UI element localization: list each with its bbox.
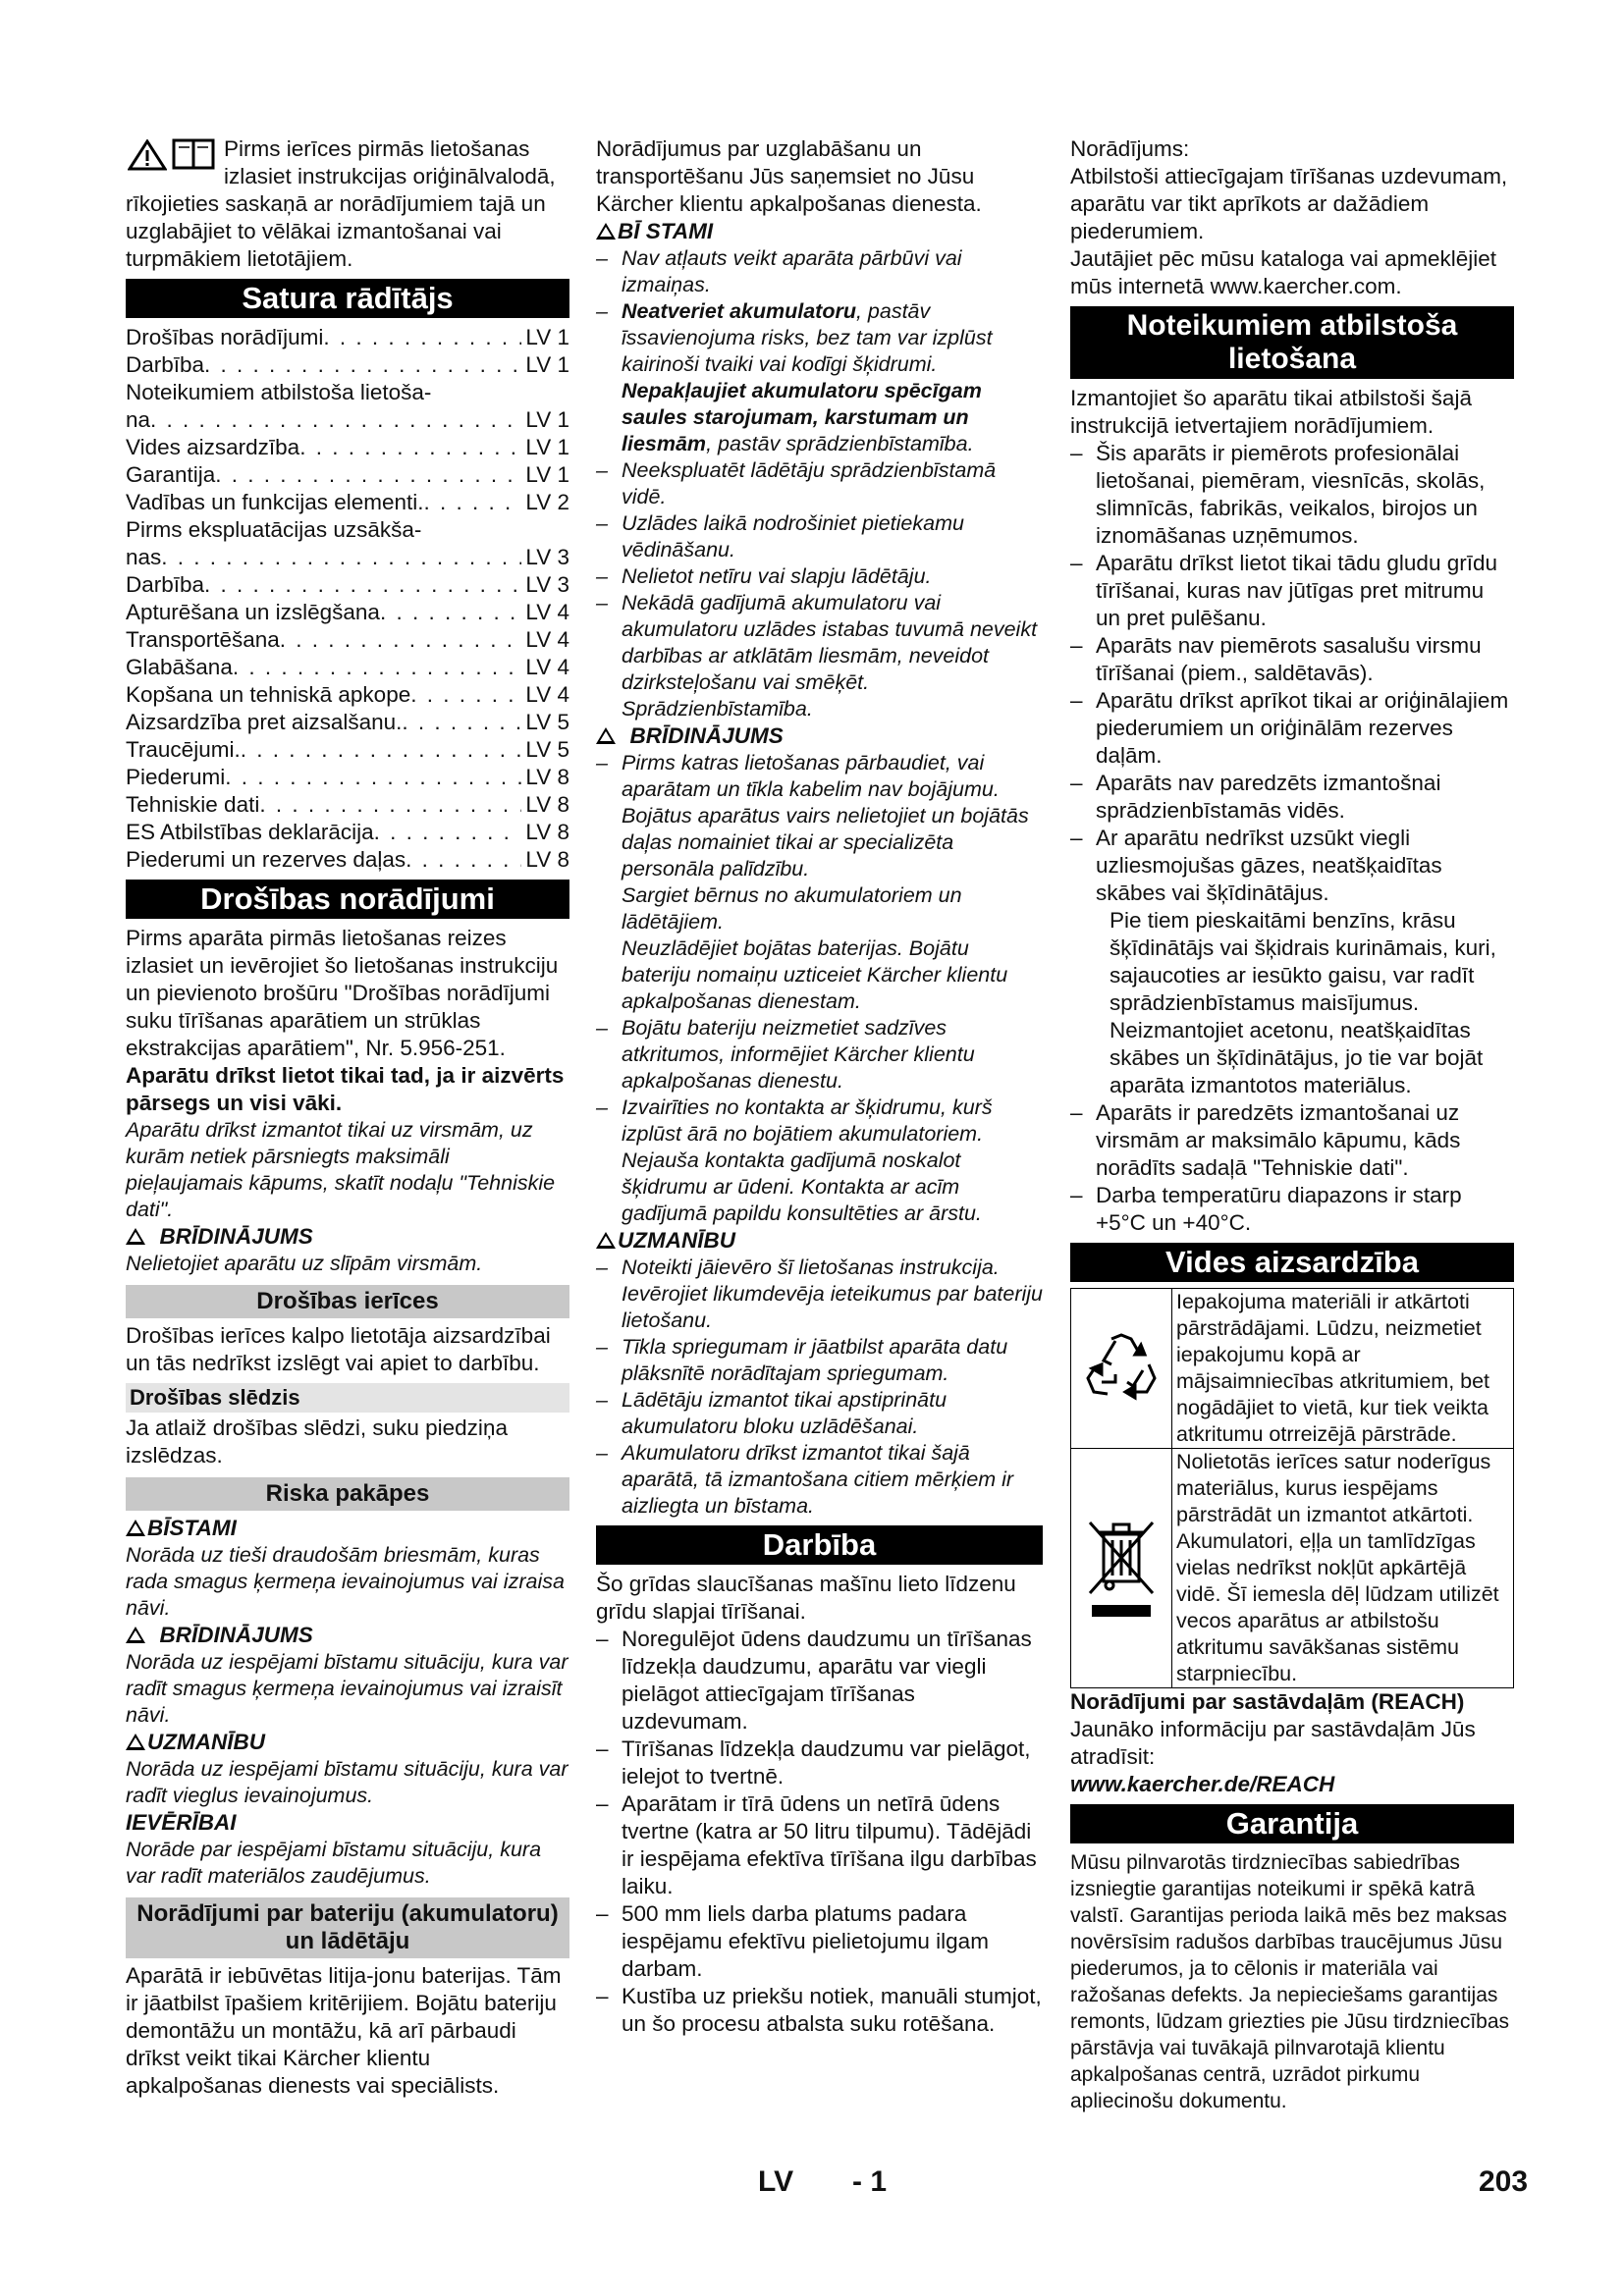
toc-dots <box>323 324 521 351</box>
toc-dots <box>204 571 521 599</box>
toc-entry <box>126 599 569 626</box>
operation-text: Šo grīdas slaucīšanas mašīnu lieto līdzenu grīdu slapjai tīrīšanai. <box>596 1572 1016 1624</box>
warning-triangle-icon <box>126 1520 145 1536</box>
list-item-body: Uzlādes laikā nodrošiniet pietiekamu vēdināšanu. <box>622 511 964 561</box>
toc-entry-page: LV 8 <box>525 792 569 817</box>
list-item-text: Noteikti jāievēro šī lietošanas instrukcija. Ievērojiet likumdevēja ieteikumus par bateriju lietošanu. <box>622 1255 1044 1332</box>
list-item-body: , pastāv īssavienojuma risks, bez tam var izplūst kairinoši tvaiki vai kodīgi šķidrumi. <box>622 299 993 376</box>
toc-entry-title: Kopšana un tehniskā apkope <box>126 682 411 707</box>
toc-dots <box>380 599 521 626</box>
proper-use-title: Noteikumiem atbilstoša lietošana <box>1070 306 1514 379</box>
list-bullet: – <box>596 1095 608 1119</box>
list-bullet: – <box>1070 826 1083 850</box>
toc-entry-title: Tehniskie dati <box>126 792 260 817</box>
list-item <box>596 563 1043 590</box>
battery-title: Norādījumi par bateriju (akumulatoru) un lādētāju <box>126 1897 569 1958</box>
toc-entry <box>126 654 569 681</box>
list-bullet: – <box>1070 1100 1083 1125</box>
list-item-text <box>622 1095 1043 1227</box>
list-item <box>596 1334 1043 1387</box>
list-bullet: – <box>1070 441 1083 465</box>
crossed-bin-icon <box>1071 1449 1172 1687</box>
toc-entry-page: LV 1 <box>525 462 569 487</box>
list-bullet: – <box>596 1016 608 1040</box>
list-item-body: Neuzlādējiet bojātas baterijas. Bojātu bateriju nomaiņu uzticeiet Kärcher klientu apkalpošanas dienestam. <box>622 936 1008 1013</box>
list-bullet: – <box>596 511 608 535</box>
list-item-text: Aparātu drīkst lietot tikai tādu gludu grīdu tīrīšanai, kuras nav jūtīgas pret mitrumu un pret pulēšanu. <box>1096 551 1497 630</box>
list-item <box>596 1983 1043 2038</box>
toc-entry <box>126 351 569 379</box>
list-bullet <box>596 935 622 1015</box>
warning-book-icon <box>128 137 216 171</box>
toc-entry <box>126 819 569 846</box>
toc-entry <box>126 791 569 819</box>
toc-entry <box>126 681 569 709</box>
toc-dots <box>424 489 522 516</box>
list-item-note: Pie tiem pieskaitāmi benzīns, krāsu šķīdinātājs vai šķidrais kurināmais, kuri, sajaucoties ar iesūkto gaisu, var radīt sprādzienbīstamus maisījumus. Neizmantojiet acetonu, neatšķaidītas skābes un šķīdinātājus, jo tie var bojāt aparāta izmantotos materiālus. <box>1110 908 1496 1097</box>
reach-title: Norādījumi par sastāvdaļām (REACH) <box>1070 1689 1465 1714</box>
toc-entry <box>126 626 569 654</box>
list-item-text: Aparāts ir paredzēts izmantošanai uz virsmām ar maksimālo kāpumu, kāds norādīts sadaļā "Tehniskie dati". <box>1096 1100 1461 1180</box>
list-item <box>596 1626 1043 1735</box>
proper-use-list <box>1070 440 1514 1237</box>
warning-triangle-icon <box>126 1627 145 1643</box>
toc-entry-title: Vadības un funkcijas elementi. <box>126 490 424 514</box>
toc-dots <box>233 654 522 681</box>
list-item <box>596 510 1043 563</box>
list-item-body: Nelietot netīru vai slapju lādētāju. <box>622 564 932 588</box>
toc-entry-title: Darbība <box>126 352 205 377</box>
list-item <box>596 1015 1043 1095</box>
list-item <box>596 298 1043 378</box>
operation-list <box>596 1626 1043 2038</box>
toc-entry <box>126 846 569 874</box>
toc-dots <box>406 846 521 874</box>
list-item <box>596 1790 1043 1900</box>
toc-entry-page: LV 3 <box>525 572 569 597</box>
list-item-body: Sargiet bērnus no akumulatoriem un lādētājiem. <box>622 883 962 934</box>
toc-entry-page: LV 1 <box>525 352 569 377</box>
toc-entry-page: LV 8 <box>525 847 569 872</box>
list-bullet: – <box>596 564 608 588</box>
caution-label: UZMANĪBU <box>147 1730 265 1754</box>
list-item-text: Aparāts nav paredzēts izmantošnai sprādzienbīstamās vidēs. <box>1096 771 1441 823</box>
list-bullet: – <box>596 751 608 774</box>
toc-entry-title: na <box>126 407 151 432</box>
list-bullet: – <box>596 1901 609 1926</box>
toc-dots <box>241 736 522 764</box>
proper-use-text: Izmantojiet šo aparātu tikai atbilstoši šajā instrukcijā ietvertajiem norādījumiem. <box>1070 386 1472 438</box>
list-item-text: Tīrīšanas līdzekļa daudzumu var pielāgot, ielejot to tvertnē. <box>622 1736 1031 1789</box>
reach-text: Jaunāko informāciju par sastāvdaļām Jūs atradīsit: <box>1070 1717 1476 1769</box>
list-bullet: – <box>596 591 608 614</box>
list-item-body: Izvairīties no kontakta ar šķidrumu, kurš izplūst ārā no bojātiem akumulatoriem. Nejauša kontakta gadījumā noskalot šķidrumu ar ūdeni. Kontakta ar acīm gadījumā papildu konsultēties ar ārstu. <box>622 1095 993 1225</box>
danger-text: Norāda uz tieši draudošām briesmām, kuras rada smagus ķermeņa ievainojumus vai izraisa nāvi. <box>126 1543 565 1620</box>
switch-title: Drošības slēdzis <box>126 1383 569 1413</box>
toc-title: Satura rādītājs <box>126 279 569 318</box>
list-bullet: – <box>1070 1183 1083 1207</box>
list-item-text: Aparātam ir tīrā ūdens un netīrā ūdens tvertne (katra ar 50 litru tilpumu). Tādējādi ir iespējama efektīva tīrīšana ilgu darbības laiku. <box>622 1791 1037 1898</box>
list-item-text <box>622 298 1043 378</box>
note-text: Atbilstoši attiecīgajam tīrīšanas uzdevumam, aparātu var tikt aprīkots ar dažādiem piederumiem. <box>1070 164 1508 243</box>
warranty-title: Garantija <box>1070 1804 1514 1843</box>
warning-triangle-icon <box>126 1734 145 1750</box>
list-bullet: – <box>1070 633 1083 658</box>
list-bullet: – <box>596 1791 609 1816</box>
toc-entry <box>126 406 569 434</box>
list-item-body: Nekādā gadījumā akumulatoru vai akumulatoru uzlādes istabas tuvumā neveikt darbības ar atklātām liesmām, neveidot dzirksteļošanu vai smēķēt. Sprādzienbīstamība. <box>622 591 1038 721</box>
toc-entry-page: LV 4 <box>525 655 569 679</box>
toc-dots <box>215 461 521 489</box>
warning-triangle-icon <box>596 223 616 240</box>
disposal-box <box>1070 1449 1514 1688</box>
list-item-text: Tīkla spriegumam ir jāatbilst aparāta datu plāksnītē norādītajam spriegumam. <box>622 1335 1008 1385</box>
list-bullet <box>596 378 622 457</box>
toc-entry <box>126 709 569 736</box>
devices-text: Drošības ierīces kalpo lietotāja aizsardzībai un tās nedrīkst izslēgt vai apiet to darbību. <box>126 1323 551 1375</box>
list-item-body: Bojātu bateriju neizmetiet sadzīves atkritumos, informējiet Kärcher klientu apkalpošanas dienestu. <box>622 1016 975 1093</box>
toc-entry-title: Piederumi <box>126 765 226 789</box>
list-item-text: Lādētāju izmantot tikai apstiprinātu akumulatoru bloku uzlādēšanai. <box>622 1388 947 1438</box>
list-item-text <box>622 1015 1043 1095</box>
list-item-text: Ar aparātu nedrīkst uzsūkt viegli uzliesmojušas gāzes, neatšķaidītas skābes vai šķīdinātājus. <box>1096 826 1442 905</box>
danger-list <box>596 245 1043 722</box>
list-bullet: – <box>1070 688 1083 713</box>
toc-entry <box>126 324 569 351</box>
toc-entry-title: Vides aizsardzība <box>126 435 300 459</box>
list-item-text: Noregulējot ūdens daudzumu un tīrīšanas līdzekļa daudzumu, aparātu var viegli pielāgot attiecīgajam tīrīšanas uzdevumam. <box>622 1627 1032 1734</box>
list-item <box>596 1387 1043 1440</box>
list-item <box>596 590 1043 722</box>
storage-text: Norādījumus par uzglabāšanu un transportēšanu Jūs saņemsiet no Jūsu Kärcher klientu apkalpošanas dienesta. <box>596 136 982 216</box>
footer-page-number: 203 <box>1479 2165 1529 2198</box>
list-item-text <box>622 510 1043 563</box>
notice-label: IEVĒRĪBAI <box>126 1810 237 1835</box>
list-bullet: – <box>596 1984 609 2008</box>
list-bullet: – <box>596 1388 608 1412</box>
toc-entry-title: Darbība <box>126 572 205 597</box>
list-bullet: – <box>596 1627 609 1651</box>
toc-entry-title: Glabāšana <box>126 655 233 679</box>
safety-text: Pirms aparāta pirmās lietošanas reizes izlasiet un ievērojiet šo lietošanas instrukciju un pievienoto brošūru "Drošības norādījumi suku tīrīšanas aparātiem un strūklas ekstrakcijas aparātiem", Nr. 5.956-251. <box>126 926 559 1060</box>
switch-text: Ja atlaiž drošības slēdzi, suku piedziņa izslēdzas. <box>126 1415 508 1468</box>
list-item-bold: Neatveriet akumulatoru <box>622 299 856 323</box>
list-item <box>596 1440 1043 1520</box>
list-item-body: Neekspluatēt lādētāju sprādzienbīstamā vidē. <box>622 458 997 508</box>
toc-entry-page: LV 2 <box>525 490 569 514</box>
list-item <box>1070 770 1514 825</box>
caution-label: UZMANĪBU <box>618 1228 735 1253</box>
list-item-bold: Nepakļaujiet akumulatoru spēcīgam saules starojumam, karstumam un liesmām <box>622 379 982 455</box>
table-of-contents <box>126 324 569 874</box>
toc-entry-page: LV 1 <box>525 407 569 432</box>
toc-entry <box>126 489 569 516</box>
safety-bold: Aparātu drīkst lietot tikai tad, ja ir aizvērts pārsegs un visi vāki. <box>126 1063 565 1115</box>
footer-lang: LV <box>758 2165 794 2198</box>
toc-dots <box>161 544 521 571</box>
toc-entry <box>126 379 569 406</box>
list-item-text <box>622 882 1043 935</box>
warning-label: BRĪDINĀJUMS <box>159 1623 313 1647</box>
warranty-text: Mūsu pilnvarotās tirdzniecības sabiedrības izsniegtie garantijas noteikumi ir spēkā katrā valstī. Garantijas perioda laikā mēs bez maksas novērsīsim radušos darbības traucējumus Jūsu piederumos, ja to cēlonis ir materiāla vai ražošanas defekts. Ja nepieciešams garantijas remonts, lūdzam griezties pie Jūsu tirdzniecības pārstāvja vai tuvākajā pilnvarotajā klientu apkalpošanas centrā, uzrādot pirkumu apliecinošu dokumentu. <box>1070 1851 1510 2112</box>
note-title: Norādījums: <box>1070 136 1190 161</box>
list-item <box>596 378 1043 457</box>
list-item-text: Aparāts nav piemērots sasalušu virsmu tīrīšanai (piem., saldētavās). <box>1096 633 1482 685</box>
list-item-text: 500 mm liels darba platums padara iespējamu efektīvu pielietojumu ilgam darbam. <box>622 1901 989 1981</box>
list-item <box>596 245 1043 298</box>
caution-text: Norāda uz iespējami bīstamu situāciju, kura var radīt vieglus ievainojumus. <box>126 1757 568 1807</box>
list-item-text <box>622 563 1043 590</box>
toc-entry <box>126 571 569 599</box>
toc-entry-page: LV 3 <box>525 545 569 569</box>
notice-text: Norāde par iespējami bīstamu situāciju, kura var radīt materiālos zaudējumus. <box>126 1838 542 1888</box>
list-bullet: – <box>1070 771 1083 795</box>
toc-dots <box>280 626 522 654</box>
risk-title: Riska pakāpes <box>126 1477 569 1511</box>
warn1-label: BRĪDINĀJUMS <box>159 1224 313 1249</box>
toc-entry-title: Garantija <box>126 462 216 487</box>
column-1 <box>126 135 569 2100</box>
toc-entry <box>126 544 569 571</box>
column-3 <box>1070 135 1514 2114</box>
warn-label: BRĪDINĀJUMS <box>629 723 784 748</box>
toc-dots <box>225 764 521 791</box>
toc-dots <box>410 681 521 709</box>
recycling-text: Iepakojuma materiāli ir atkārtoti pārstrādājami. Lūdzu, neizmetiet iepakojumu kopā ar mājsaimniecības atkritumiem, bet nogādājiet to vietā, kur tiek veikta atkritumu otrreizējā pārstrāde. <box>1176 1290 1490 1446</box>
list-item <box>1070 687 1514 770</box>
warning-list <box>596 750 1043 1227</box>
list-item <box>1070 1099 1514 1182</box>
list-item-text: Kustība uz priekšu notiek, manuāli stumjot, un šo procesu atbalsta suku rotēšana. <box>622 1984 1042 2036</box>
list-item <box>596 457 1043 510</box>
toc-entry-page: LV 4 <box>525 600 569 624</box>
list-bullet: – <box>596 458 608 482</box>
toc-entry-title: Aizsardzība pret aizsalšanu. <box>126 710 403 734</box>
list-bullet: – <box>596 1736 609 1761</box>
list-item-body: , pastāv sprādzienbīstamība. <box>706 432 974 455</box>
list-item-body: Nav atļauts veikt aparāta pārbūvi vai izmaiņas. <box>622 246 962 296</box>
list-item <box>1070 1182 1514 1237</box>
warn1-text: Nelietojiet aparātu uz slīpām virsmām. <box>126 1252 483 1275</box>
intro-text: Pirms ierīces pirmās lietošanas izlasiet instrukcijas oriģinālvalodā, rīkojieties saskaņā ar norādījumiem tajā un uzglabājiet to vēlākai izmantošanai vai turpmākiem lietotājiem. <box>126 136 556 271</box>
list-bullet: – <box>596 1441 608 1465</box>
toc-dots <box>150 406 521 434</box>
recycle-icon <box>1071 1289 1172 1448</box>
list-item-text <box>622 378 1043 457</box>
list-bullet: – <box>596 1255 608 1279</box>
toc-entry-title: Transportēšana <box>126 627 280 652</box>
list-item-text <box>622 750 1043 882</box>
list-item <box>1070 825 1514 907</box>
list-item-text: Akumulatoru drīkst izmantot tikai šajā aparātā, tā izmantošana citiem mērķiem ir aizliegta un bīstama. <box>622 1441 1014 1518</box>
list-item <box>596 1095 1043 1227</box>
list-item <box>596 1255 1043 1334</box>
warning-triangle-icon <box>596 727 616 744</box>
toc-entry <box>126 764 569 791</box>
list-item-text <box>622 590 1043 722</box>
list-bullet: – <box>1070 551 1083 575</box>
column-2 <box>596 135 1043 2038</box>
toc-dots <box>374 819 522 846</box>
warning-triangle-icon <box>596 1232 616 1249</box>
toc-entry-page: LV 4 <box>525 682 569 707</box>
list-item <box>1070 440 1514 550</box>
list-item <box>596 935 1043 1015</box>
list-item-text: Darba temperatūru diapazons ir starp +5°C un +40°C. <box>1096 1183 1462 1235</box>
list-item-text <box>622 935 1043 1015</box>
list-item-text <box>622 245 1043 298</box>
toc-entry-page: LV 1 <box>525 435 569 459</box>
battery-text: Aparātā ir iebūvētas litija-jonu baterijas. Tām ir jāatbilst īpašiem kritērijiem. Bojātu bateriju demontāžu un montāžu, kā arī pārbaudi drīkst veikt tikai Kärcher klientu apkalpošanas dienests vai speciālists. <box>126 1963 562 2098</box>
reach-url[interactable]: www.kaercher.de/REACH <box>1070 1772 1335 1796</box>
list-item <box>596 1900 1043 1983</box>
toc-entry-page: LV 5 <box>525 710 569 734</box>
toc-entry-title: Noteikumiem atbilstoša lietoša- <box>126 380 432 404</box>
toc-dots <box>259 791 521 819</box>
danger-label: BĪSTAMI <box>147 1516 237 1540</box>
list-bullet: – <box>596 299 608 323</box>
toc-entry <box>126 434 569 461</box>
operation-title: Darbība <box>596 1525 1043 1565</box>
toc-entry-title: Pirms ekspluatācijas uzsākša- <box>126 517 422 542</box>
toc-entry-page: LV 1 <box>525 325 569 349</box>
toc-entry-title: nas <box>126 545 162 569</box>
list-item-text <box>622 457 1043 510</box>
safety-title: Drošības norādījumi <box>126 880 569 919</box>
intro <box>126 135 569 273</box>
toc-entry <box>126 736 569 764</box>
danger-label: BĪ STAMI <box>618 219 714 243</box>
list-item <box>596 750 1043 882</box>
list-item-text: Šis aparāts ir piemērots profesionālai lietošanai, piemēram, viesnīcās, skolās, slimnīcās, fabrikās, veikalos, birojos un iznomāšanas uzņēmumos. <box>1096 441 1486 548</box>
recycling-box <box>1070 1288 1514 1449</box>
list-bullet <box>596 882 622 935</box>
list-item-body: Pirms katras lietošanas pārbaudiet, vai aparātam un tīkla kabelim nav bojājumu. Bojātus aparātus vairs nelietojiet un bojātās daļas nomainiet tikai ar specializēta personāla palīdzību. <box>622 751 1029 881</box>
toc-entry-title: Drošības norādījumi <box>126 325 324 349</box>
toc-entry-page: LV 8 <box>525 765 569 789</box>
toc-entry-title: Apturēšana un izslēgšana <box>126 600 380 624</box>
toc-entry <box>126 461 569 489</box>
list-item <box>1070 550 1514 632</box>
toc-entry-page: LV 8 <box>525 820 569 844</box>
warning-text: Norāda uz iespējami bīstamu situāciju, kura var radīt smagus ķermeņa ievainojumus vai izraisīt nāvi. <box>126 1650 568 1727</box>
note-text-2: Jautājiet pēc mūsu kataloga vai apmeklējiet mūs internetā www.kaercher.com. <box>1070 246 1496 298</box>
toc-entry-title: Piederumi un rezerves daļas <box>126 847 406 872</box>
toc-dots <box>204 351 521 379</box>
toc-entry-title: ES Atbilstības deklarācija <box>126 820 374 844</box>
list-item-text: Aparātu drīkst aprīkot tikai ar oriģinālajiem piederumiem un oriģinālām rezerves daļām. <box>1096 688 1509 768</box>
toc-entry-page: LV 4 <box>525 627 569 652</box>
warning-triangle-icon <box>126 1228 145 1245</box>
list-bullet: – <box>596 1335 608 1359</box>
toc-dots <box>402 709 521 736</box>
disposal-text: Nolietotās ierīces satur noderīgus materiālus, kurus iespējams pārstrādāt un izmantot atkārtoti. Akumulatori, eļļa un tamlīdzīgas vielas nedrīkst nokļūt apkārtējā vidē. Šī iemesla dēļ lūdzam utilizēt vecos aparātus ar atbilstošu atkritumu savākšanas sistēmu starpniecību. <box>1176 1450 1499 1685</box>
safety-italic: Aparātu drīkst izmantot tikai uz virsmām, uz kurām netiek pārsniegts maksimāli pieļaujamais kāpums, skatīt nodaļu "Tehniskie dati". <box>126 1118 556 1221</box>
environment-title: Vides aizsardzība <box>1070 1243 1514 1282</box>
list-item <box>596 1735 1043 1790</box>
toc-dots <box>299 434 521 461</box>
list-item <box>1070 632 1514 687</box>
toc-entry-title: Traucējumi. <box>126 737 241 762</box>
devices-title: Drošības ierīces <box>126 1285 569 1318</box>
toc-entry <box>126 516 569 544</box>
footer-page-ref: - 1 <box>852 2165 888 2198</box>
list-bullet: – <box>596 246 608 270</box>
caution-list <box>596 1255 1043 1520</box>
toc-entry-page: LV 5 <box>525 737 569 762</box>
list-item <box>596 882 1043 935</box>
